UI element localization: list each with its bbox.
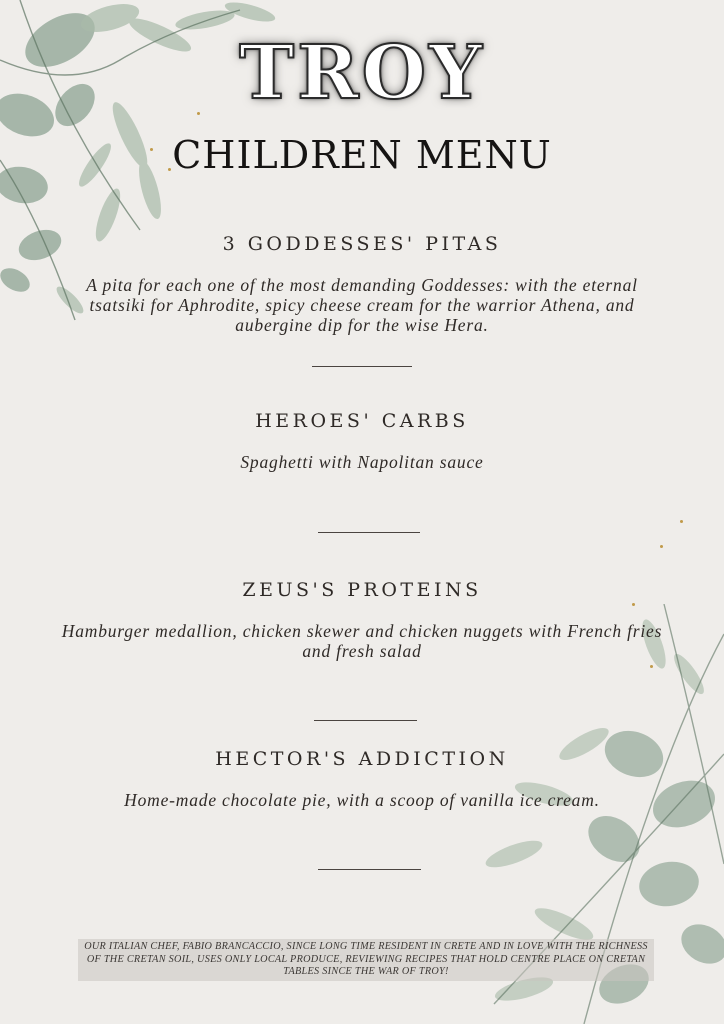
section-title: HEROES' CARBS xyxy=(255,410,469,432)
section-description: Spaghetti with Napolitan sauce xyxy=(240,452,484,472)
section-description: A pita for each one of the most demanding Goddesses: with the eternal tsatsiki for Aphrodite, spicy cheese cream for the warrior Athena, and aubergine dip for the wise Hera. xyxy=(86,275,638,335)
divider xyxy=(312,366,412,367)
divider xyxy=(318,869,421,870)
section-description: Home-made chocolate pie, with a scoop of vanilla ice cream. xyxy=(124,790,600,810)
gold-speck xyxy=(650,665,653,668)
gold-speck xyxy=(680,520,683,523)
section-title: HECTOR'S ADDICTION xyxy=(215,748,509,770)
menu-section-hectors-addiction xyxy=(60,748,664,810)
divider xyxy=(318,532,420,533)
gold-speck xyxy=(660,545,663,548)
section-title: ZEUS'S PROTEINS xyxy=(242,579,482,601)
page-title: CHILDREN MENU xyxy=(172,133,552,177)
troy-logo: TROY xyxy=(239,30,485,116)
section-description: Hamburger medallion, chicken skewer and chicken nuggets with French fries and fresh salad xyxy=(61,621,663,661)
divider xyxy=(314,720,417,721)
menu-section-goddesses-pitas xyxy=(60,233,664,335)
chef-note: OUR ITALIAN CHEF, FABIO BRANCACCIO, SINCE LONG TIME RESIDENT IN CRETE AND IN LOVE WITH THE RICHNESS OF THE CRETAN SOIL, USES ONLY LOCAL PRODUCE, REVIEWING RECIPES THAT HOLD CENTRE PLACE ON CRETAN TABLES SINCE THE WAR OF TROY! xyxy=(78,939,654,981)
section-title: 3 GODDESSES' PITAS xyxy=(222,233,502,255)
menu-section-heroes-carbs xyxy=(60,410,664,472)
menu-section-zeus-proteins xyxy=(60,579,664,661)
